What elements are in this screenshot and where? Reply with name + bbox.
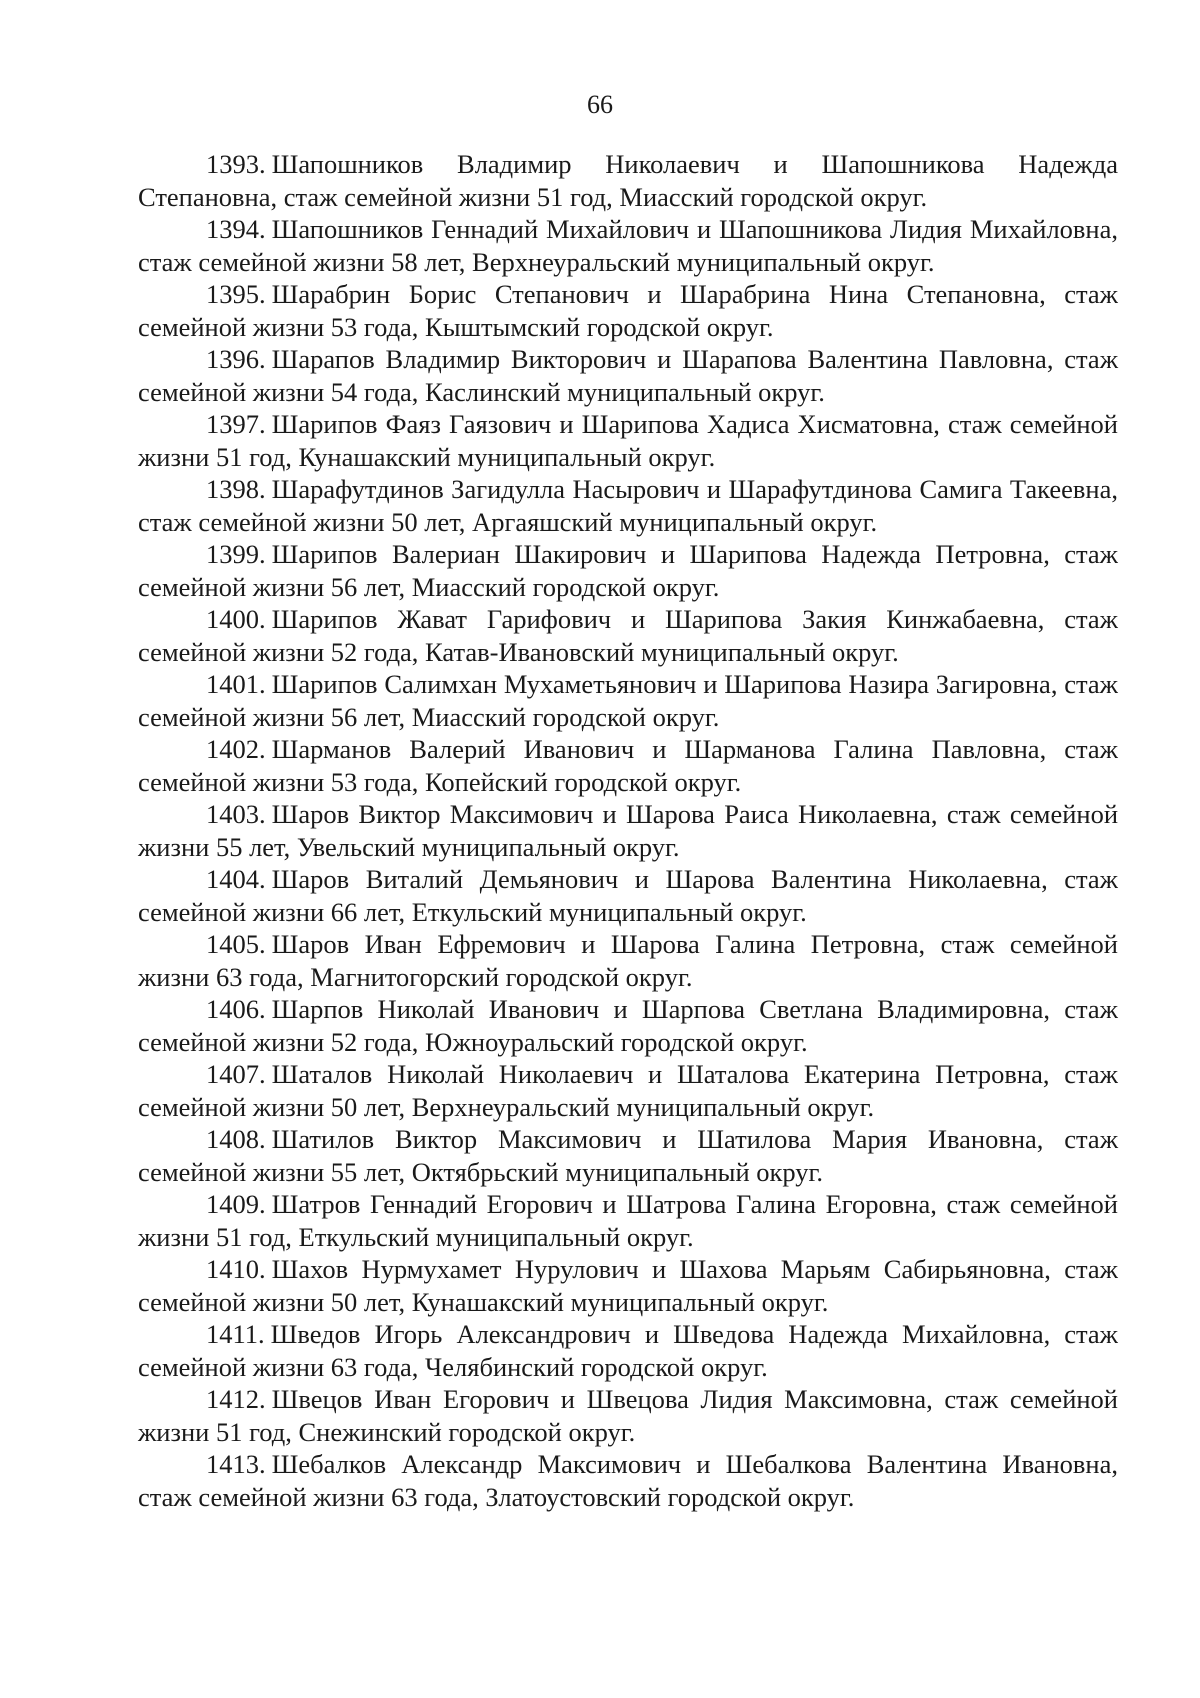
entry-number: 1394. bbox=[206, 214, 266, 244]
entry-text: Шаров Иван Ефремович и Шарова Галина Петровна, стаж семейной жизни 63 года, Магнитогорский городской округ. bbox=[138, 929, 1118, 992]
entry-text: Шарипов Фаяз Гаязович и Шарипова Хадиса Хисматовна, стаж семейной жизни 51 год, Кунашакский муниципальный округ. bbox=[138, 409, 1118, 472]
entry-text: Шапошников Геннадий Михайлович и Шапошникова Лидия Михайловна, стаж семейной жизни 58 лет, Верхнеуральский муниципальный округ. bbox=[138, 214, 1118, 277]
list-item bbox=[138, 733, 1118, 798]
entry-text: Шарафутдинов Загидулла Насырович и Шарафутдинова Самига Такеевна, стаж семейной жизни 50 лет, Аргаяшский муниципальный округ. bbox=[138, 474, 1118, 537]
entry-number: 1408. bbox=[206, 1124, 266, 1154]
entries-list bbox=[138, 148, 1118, 1513]
entry-text: Шаров Виктор Максимович и Шарова Раиса Николаевна, стаж семейной жизни 55 лет, Увельский муниципальный округ. bbox=[138, 799, 1118, 862]
entry-text: Шатилов Виктор Максимович и Шатилова Мария Ивановна, стаж семейной жизни 55 лет, Октябрьский муниципальный округ. bbox=[138, 1124, 1118, 1187]
entry-text: Швецов Иван Егорович и Швецова Лидия Максимовна, стаж семейной жизни 51 год, Снежинский городской округ. bbox=[138, 1384, 1118, 1447]
entry-text: Шахов Нурмухамет Нурулович и Шахова Марьям Сабирьяновна, стаж семейной жизни 50 лет, Кунашакский муниципальный округ. bbox=[138, 1254, 1118, 1317]
list-item bbox=[138, 668, 1118, 733]
list-item bbox=[138, 408, 1118, 473]
entry-text: Шарпов Николай Иванович и Шарпова Светлана Владимировна, стаж семейной жизни 52 года, Южноуральский городской округ. bbox=[138, 994, 1118, 1057]
list-item bbox=[138, 603, 1118, 668]
entry-number: 1404. bbox=[206, 864, 266, 894]
list-item bbox=[138, 343, 1118, 408]
entry-number: 1395. bbox=[206, 279, 266, 309]
entry-number: 1398. bbox=[206, 474, 266, 504]
entry-number: 1400. bbox=[206, 604, 266, 634]
entry-number: 1403. bbox=[206, 799, 266, 829]
entry-number: 1409. bbox=[206, 1189, 266, 1219]
entry-text: Шатров Геннадий Егорович и Шатрова Галина Егоровна, стаж семейной жизни 51 год, Еткульский муниципальный округ. bbox=[138, 1189, 1118, 1252]
list-item bbox=[138, 1058, 1118, 1123]
list-item bbox=[138, 473, 1118, 538]
entry-text: Шарипов Валериан Шакирович и Шарипова Надежда Петровна, стаж семейной жизни 56 лет, Миасский городской округ. bbox=[138, 539, 1118, 602]
list-item bbox=[138, 538, 1118, 603]
entry-number: 1399. bbox=[206, 539, 266, 569]
entry-text: Шарабрин Борис Степанович и Шарабрина Нина Степановна, стаж семейной жизни 53 года, Кыштымский городской округ. bbox=[138, 279, 1118, 342]
list-item bbox=[138, 1123, 1118, 1188]
entry-number: 1413. bbox=[206, 1449, 266, 1479]
list-item bbox=[138, 1318, 1118, 1383]
entry-number: 1402. bbox=[206, 734, 266, 764]
list-item bbox=[138, 863, 1118, 928]
list-item bbox=[138, 1188, 1118, 1253]
entry-number: 1393. bbox=[206, 149, 266, 179]
entry-number: 1406. bbox=[206, 994, 266, 1024]
entry-text: Шарипов Жават Гарифович и Шарипова Закия Кинжабаевна, стаж семейной жизни 52 года, Катав-Ивановский муниципальный округ. bbox=[138, 604, 1118, 667]
list-item bbox=[138, 278, 1118, 343]
entry-number: 1407. bbox=[206, 1059, 266, 1089]
list-item bbox=[138, 213, 1118, 278]
entry-text: Шарипов Салимхан Мухаметьянович и Шарипова Назира Загировна, стаж семейной жизни 56 лет, Миасский городской округ. bbox=[138, 669, 1118, 732]
entry-number: 1401. bbox=[206, 669, 266, 699]
entry-text: Шаров Виталий Демьянович и Шарова Валентина Николаевна, стаж семейной жизни 66 лет, Еткульский муниципальный округ. bbox=[138, 864, 1118, 927]
list-item bbox=[138, 1253, 1118, 1318]
entry-number: 1396. bbox=[206, 344, 266, 374]
list-item bbox=[138, 148, 1118, 213]
entry-number: 1397. bbox=[206, 409, 266, 439]
entry-text: Шаталов Николай Николаевич и Шаталова Екатерина Петровна, стаж семейной жизни 50 лет, Верхнеуральский муниципальный округ. bbox=[138, 1059, 1118, 1122]
entry-text: Шарапов Владимир Викторович и Шарапова Валентина Павловна, стаж семейной жизни 54 года, Каслинский муниципальный округ. bbox=[138, 344, 1118, 407]
entry-text: Шапошников Владимир Николаевич и Шапошникова Надежда Степановна, стаж семейной жизни 51 год, Миасский городской округ. bbox=[138, 149, 1118, 212]
list-item bbox=[138, 1383, 1118, 1448]
entry-text: Шведов Игорь Александрович и Шведова Надежда Михайловна, стаж семейной жизни 63 года, Челябинский городской округ. bbox=[138, 1319, 1118, 1382]
list-item bbox=[138, 1448, 1118, 1513]
entry-number: 1412. bbox=[206, 1384, 266, 1414]
page-number: 66 bbox=[587, 90, 613, 119]
entry-number: 1411. bbox=[206, 1319, 265, 1349]
list-item bbox=[138, 993, 1118, 1058]
list-item bbox=[138, 928, 1118, 993]
entry-number: 1405. bbox=[206, 929, 266, 959]
list-item bbox=[138, 798, 1118, 863]
entry-text: Шарманов Валерий Иванович и Шарманова Галина Павловна, стаж семейной жизни 53 года, Копейский городской округ. bbox=[138, 734, 1118, 797]
entry-text: Шебалков Александр Максимович и Шебалкова Валентина Ивановна, стаж семейной жизни 63 года, Златоустовский городской округ. bbox=[138, 1449, 1118, 1512]
entry-number: 1410. bbox=[206, 1254, 266, 1284]
